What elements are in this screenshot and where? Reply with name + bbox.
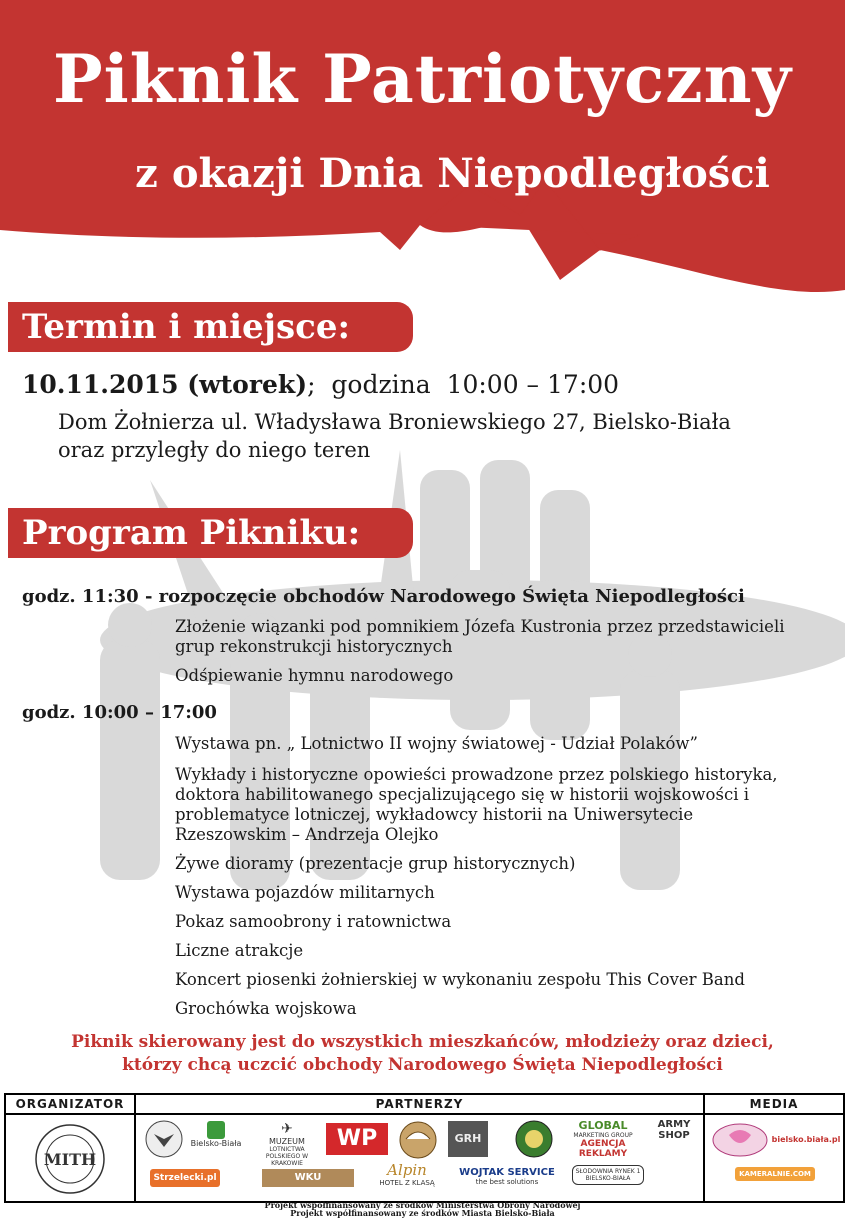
fine-print-1: Projekt współfinansowany ze środków Ministerstwa Obrony Narodowej [264, 1200, 581, 1210]
program-item: Koncert piosenki żołnierskiej w wykonaniu zespołu This Cover Band [175, 970, 745, 989]
media-bielsko-biala-pl-logo: bielsko.biała.pl [771, 1135, 841, 1144]
svg-text:MITH: MITH [43, 1150, 97, 1169]
closing-line-2: którzy chcą uczcić obchody Narodowego Święta Niepodległości [122, 1055, 723, 1075]
organizer-label: ORGANIZATOR [6, 1095, 134, 1115]
partner-global-logo: GLOBAL MARKETING GROUP AGENCJA REKLAMY [573, 1119, 633, 1159]
address-line-2: oraz przyległy do niego teren [58, 438, 371, 462]
partner-alpin-logo: Alpin HOTEL Z KLASĄ [379, 1161, 435, 1187]
program-item: Grochówka wojskowa [175, 999, 357, 1018]
parachute-emblem-icon [398, 1119, 438, 1161]
event-date-line [22, 370, 619, 399]
partner-wp-logo: WP [326, 1123, 388, 1155]
program-item: Pokaz samoobrony i ratownictwa [175, 912, 452, 931]
program-item: grup rekonstrukcji historycznych [175, 637, 453, 656]
address-line-1: Dom Żołnierza ul. Władysława Broniewskiego 27, Bielsko-Biała [58, 410, 731, 434]
program-heading-1: godz. 11:30 - rozpoczęcie obchodów Narodowego Święta Niepodległości [22, 586, 745, 607]
event-date: 10.11.2015 (wtorek) [22, 370, 308, 399]
partner-wojtak-logo: WOJTAK SERVICE the best solutions [459, 1167, 555, 1186]
program-heading-2: godz. 10:00 – 17:00 [22, 702, 217, 723]
time-label: godzina [331, 370, 431, 399]
event-time: 10:00 – 17:00 [446, 370, 620, 399]
program-item: doktora habilitowanego specjalizującego się w historii wojskowości i [175, 785, 749, 804]
partner-grh-logo: GRH [448, 1121, 488, 1157]
closing-line-1: Piknik skierowany jest do wszystkich mieszkańców, młodzieży oraz dzieci, [71, 1032, 774, 1052]
partners-column [136, 1095, 705, 1201]
program-item: Wystawa pn. „ Lotnictwo II wojny światowej - Udział Polaków” [175, 734, 698, 753]
media-label: MEDIA [705, 1095, 843, 1115]
green-emblem-icon [514, 1119, 554, 1159]
sponsor-footer [4, 1093, 845, 1203]
media-column [705, 1095, 843, 1201]
poster-title: Piknik Patriotyczny [52, 40, 792, 118]
eagle-emblem-icon [144, 1119, 184, 1159]
poster-subtitle: z okazji Dnia Niepodległości [135, 150, 770, 197]
partner-army-shop-logo: ARMY SHOP [657, 1119, 691, 1141]
program-item: problematyce lotniczej, wykładowcy historii na Uniwersytecie [175, 805, 694, 824]
fine-print-2: Projekt współfinansowany ze środków Miasta Bielsko-Biała [290, 1208, 555, 1218]
organizer-column [6, 1095, 136, 1201]
partner-slodownia-logo: SŁODOWNIA RYNEK 1 BIELSKO-BIAŁA [572, 1165, 644, 1185]
program-item: Wykłady i historyczne opowieści prowadzone przez polskiego historyka, [175, 765, 778, 784]
program-item: Rzeszowskim – Andrzeja Olejko [175, 825, 439, 844]
partner-wku-logo: WKU [262, 1169, 354, 1187]
section-label-program: Program Pikniku: [8, 508, 413, 558]
program-item: Wystawa pojazdów militarnych [175, 883, 435, 902]
partners-label: PARTNERZY [136, 1095, 703, 1115]
program-item: Odśpiewanie hymnu narodowego [175, 666, 454, 685]
media-kameralnie-logo: KAMERALNIE.COM [735, 1167, 815, 1181]
partner-strzelecki-logo: Strzelecki.pl [150, 1169, 220, 1187]
organizer-seal-logo [32, 1123, 108, 1195]
partner-muzeum-logo: ✈ MUZEUM LOTNICTWA POLSKIEGO W KRAKOWIE [265, 1121, 309, 1167]
program-item: Liczne atrakcje [175, 941, 304, 960]
date-separator: ; [307, 370, 316, 399]
media-ladies-club-logo [711, 1121, 769, 1159]
partner-bielsko-logo: Bielsko-Biała [186, 1121, 246, 1148]
program-item: Żywe dioramy (prezentacje grup historycznych) [175, 854, 576, 873]
program-item: Złożenie wiązanki pod pomnikiem Józefa Kustronia przez przedstawicieli [175, 617, 785, 636]
section-label-termin: Termin i miejsce: [8, 302, 413, 352]
